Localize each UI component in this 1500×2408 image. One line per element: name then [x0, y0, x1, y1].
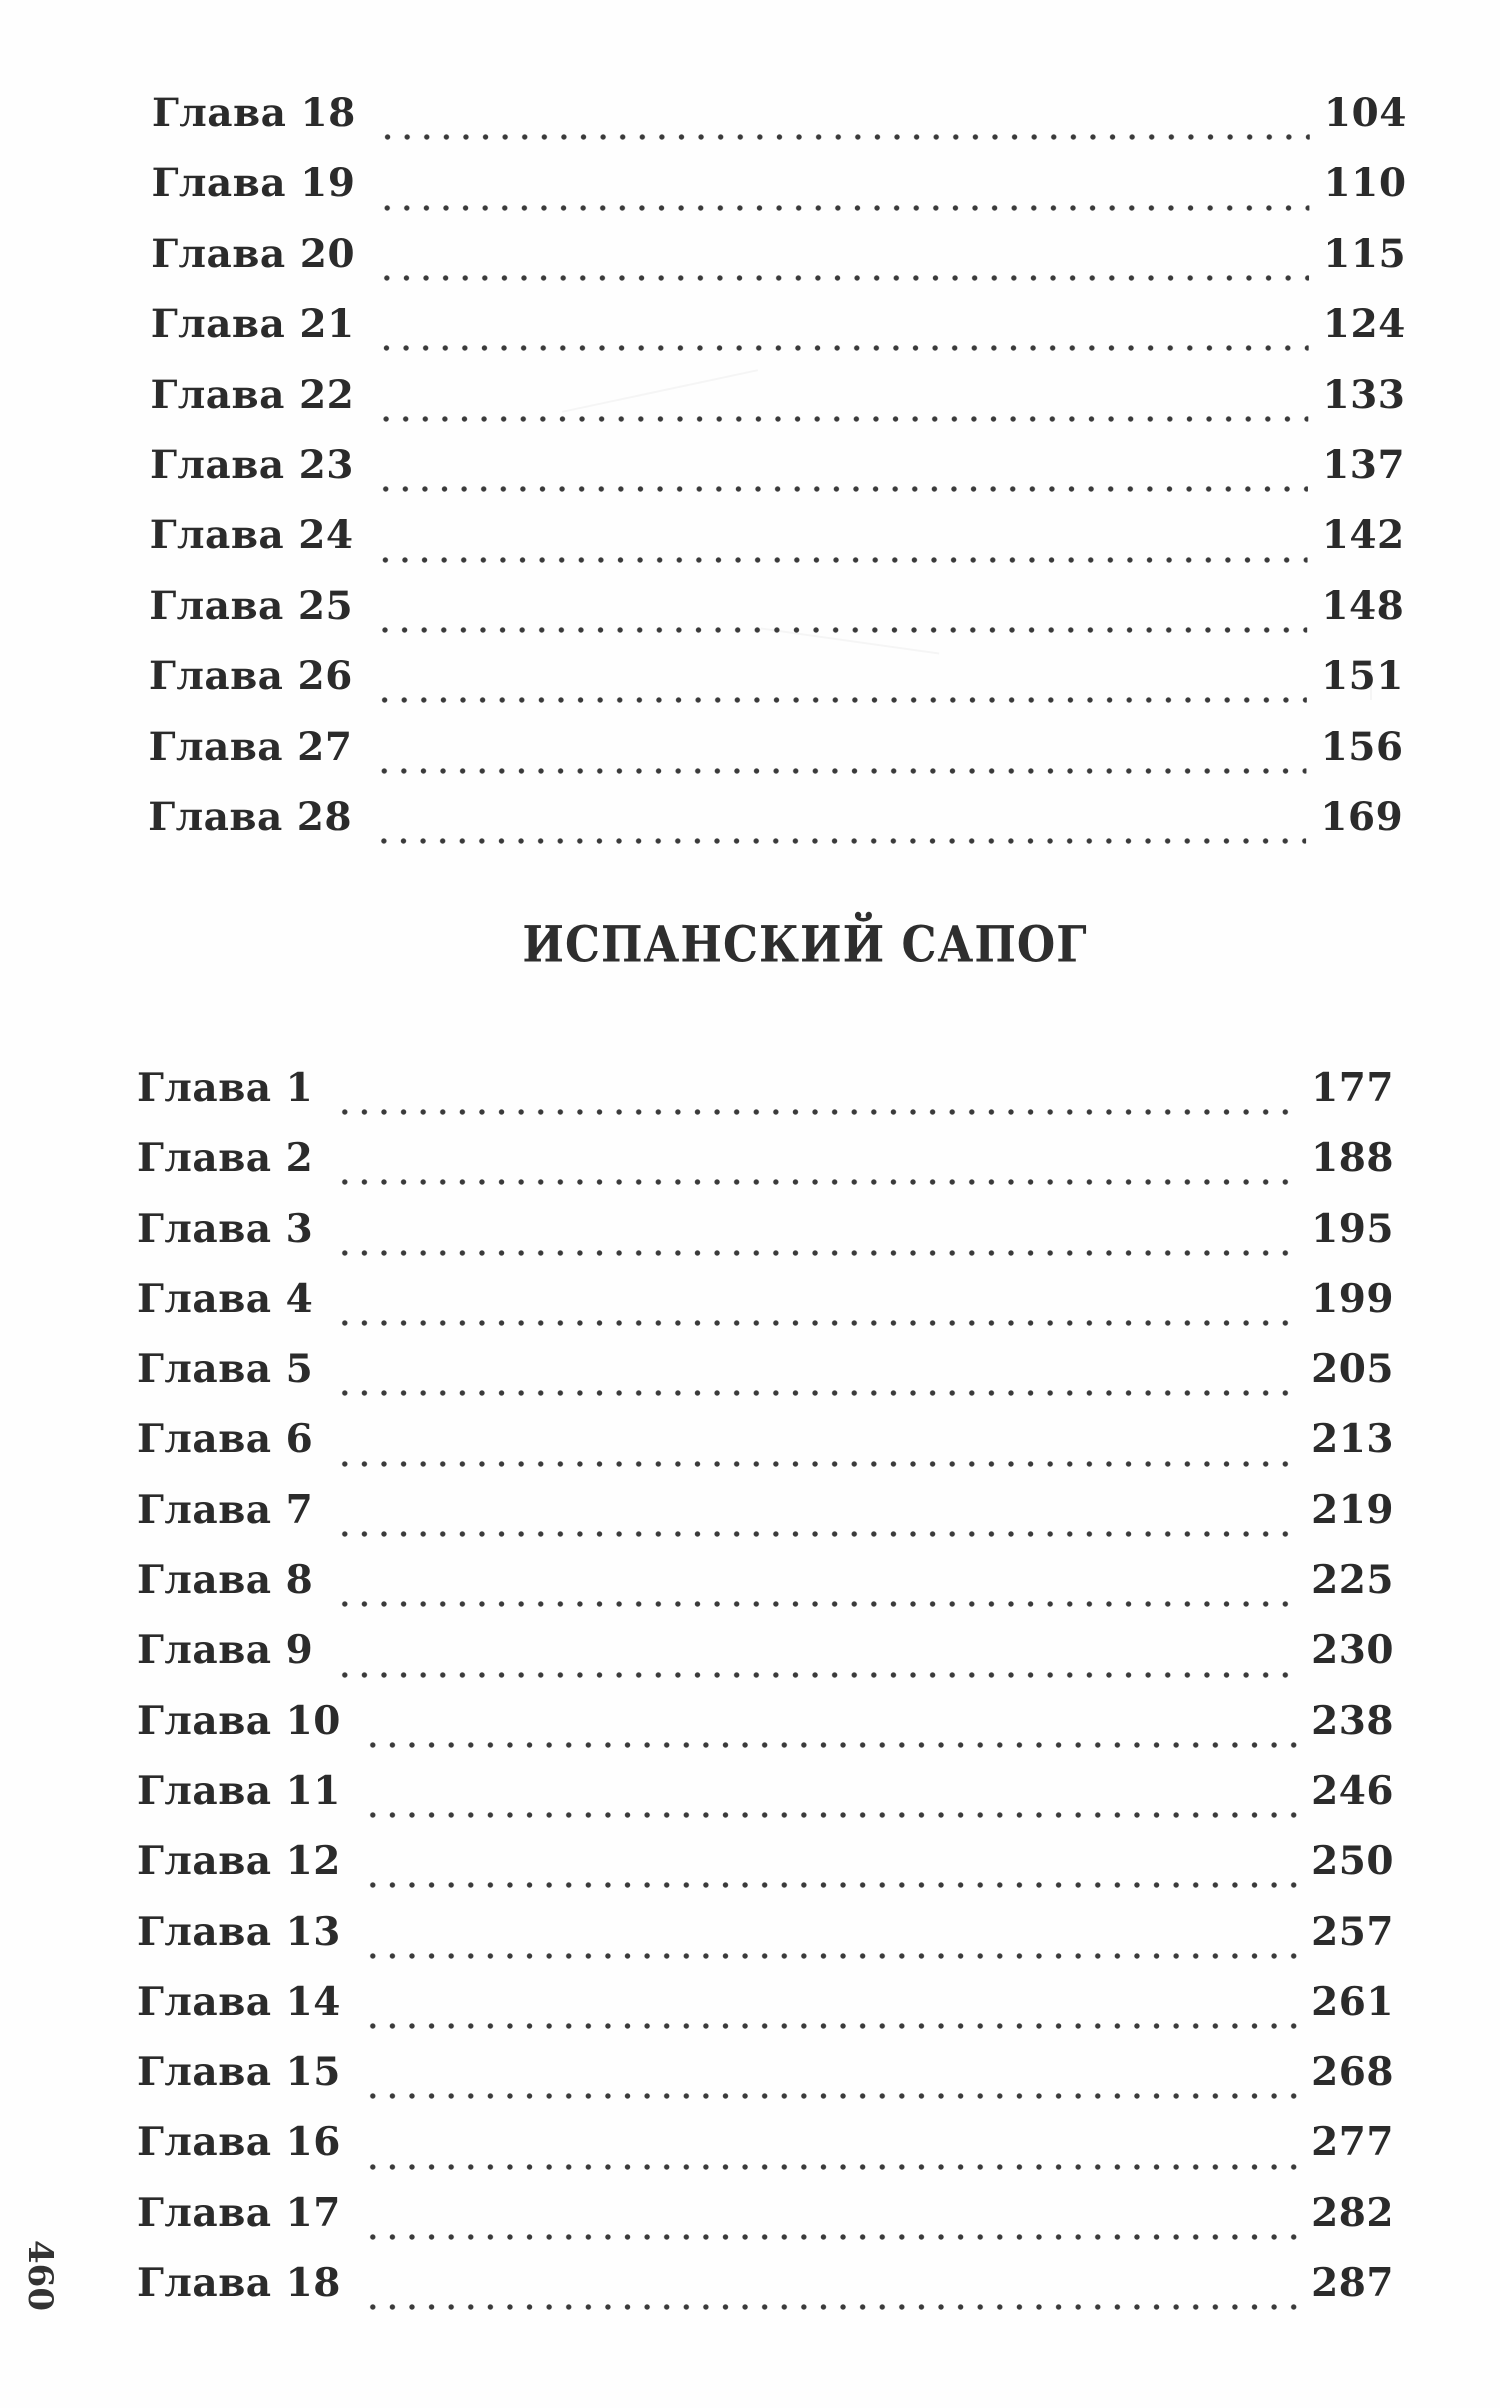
- toc-entry-page: 205: [1311, 1346, 1394, 1393]
- toc-entry-label: Глава 21: [150, 301, 355, 348]
- toc-entry: [137, 1135, 1394, 1205]
- toc-entry: [152, 90, 1407, 160]
- toc-entry-label: Глава 22: [150, 371, 355, 418]
- toc-entry-label: Глава 13: [137, 1908, 341, 1955]
- toc-entry: [137, 1487, 1394, 1557]
- toc-entry-label: Глава 26: [148, 653, 354, 700]
- toc-dot-leader: [335, 1389, 1297, 1397]
- toc-entry-page: 250: [1311, 1838, 1394, 1885]
- toc-entry: [137, 1979, 1394, 2049]
- toc-entry: [137, 1768, 1394, 1838]
- toc-dot-leader: [363, 1952, 1297, 1960]
- toc-entry: [137, 1909, 1394, 1979]
- toc-entry-label: Глава 25: [149, 582, 354, 629]
- toc-dot-leader: [377, 274, 1309, 282]
- toc-entry-page: 133: [1322, 371, 1406, 418]
- toc-entry-label: Глава 11: [137, 1767, 341, 1814]
- toc-entry: [137, 2190, 1394, 2260]
- toc-dot-leader: [363, 2233, 1297, 2241]
- toc-entry-label: Глава 28: [148, 793, 353, 840]
- toc-entry: [137, 1276, 1394, 1346]
- toc-entry-label: Глава 12: [137, 1838, 341, 1885]
- toc-entry-label: Глава 17: [137, 2189, 341, 2236]
- toc-entry-page: 151: [1320, 653, 1405, 700]
- toc-entry: [137, 2260, 1394, 2330]
- toc-entry: [151, 160, 1406, 230]
- toc-dot-leader: [363, 2022, 1297, 2030]
- toc-entry: [137, 1206, 1394, 1276]
- section-title: ИСПАНСКИЙ САПОГ: [522, 916, 1088, 975]
- toc-entry-label: Глава 20: [151, 230, 356, 277]
- toc-entry-page: 124: [1322, 301, 1406, 348]
- toc-dot-leader: [363, 1741, 1297, 1749]
- toc-dot-leader: [363, 2092, 1297, 2100]
- toc-dot-leader: [363, 2163, 1297, 2171]
- toc-dot-leader: [375, 626, 1307, 634]
- toc-dot-leader: [377, 204, 1309, 212]
- toc-entry-page: 219: [1311, 1486, 1394, 1533]
- toc-entry-page: 115: [1323, 230, 1407, 277]
- toc-entry: [150, 442, 1405, 512]
- toc-entry-label: Глава 27: [148, 723, 353, 770]
- toc-entry-page: 246: [1311, 1767, 1394, 1814]
- toc-entry-page: 277: [1311, 2119, 1394, 2166]
- toc-entry-label: Глава 18: [137, 2260, 341, 2307]
- toc-entry-page: 188: [1311, 1135, 1394, 1182]
- toc-entry: [150, 372, 1405, 442]
- toc-entry-page: 282: [1311, 2189, 1394, 2236]
- toc-entry: [149, 653, 1404, 723]
- toc-entry: [137, 1838, 1394, 1908]
- toc-list-part2: [137, 1065, 1394, 2330]
- toc-entry: [148, 724, 1403, 794]
- toc-entry-label: Глава 15: [137, 2049, 341, 2096]
- toc-dot-leader: [376, 485, 1308, 493]
- toc-dot-leader: [335, 1460, 1297, 1468]
- toc-entry-label: Глава 2: [137, 1135, 314, 1182]
- toc-entry-label: Глава 1: [137, 1065, 314, 1111]
- toc-dot-leader: [335, 1249, 1297, 1257]
- toc-dot-leader: [378, 133, 1310, 141]
- toc-entry-page: 287: [1311, 2260, 1394, 2307]
- toc-entry-page: 199: [1311, 1275, 1394, 1322]
- toc-dot-leader: [335, 1319, 1297, 1327]
- toc-dot-leader: [375, 696, 1307, 704]
- toc-entry: [137, 1627, 1394, 1697]
- toc-list-part1: [148, 90, 1407, 864]
- toc-entry: [137, 2119, 1394, 2189]
- toc-entry-page: 104: [1323, 90, 1408, 136]
- toc-dot-leader: [335, 1108, 1297, 1116]
- toc-entry-label: Глава 16: [137, 2119, 341, 2166]
- toc-dot-leader: [377, 344, 1309, 352]
- toc-entry-page: 257: [1311, 1908, 1394, 1955]
- toc-dot-leader: [335, 1600, 1297, 1608]
- toc-entry-page: 230: [1311, 1627, 1394, 1674]
- toc-entry-label: Глава 10: [137, 1697, 341, 1744]
- toc-entry: [148, 794, 1403, 864]
- toc-dot-leader: [374, 767, 1306, 775]
- toc-entry-page: 225: [1311, 1557, 1394, 1604]
- toc-entry-page: 195: [1311, 1205, 1394, 1252]
- toc-entry-page: 169: [1320, 793, 1404, 840]
- toc-entry-label: Глава 19: [151, 160, 356, 207]
- toc-entry-label: Глава 9: [137, 1627, 314, 1674]
- toc-entry-page: 110: [1323, 160, 1407, 207]
- toc-entry-page: 213: [1311, 1416, 1394, 1463]
- toc-entry-page: 148: [1321, 582, 1405, 629]
- toc-dot-leader: [376, 415, 1308, 423]
- toc-dot-leader: [335, 1530, 1297, 1538]
- toc-entry-label: Глава 8: [137, 1557, 314, 1604]
- toc-entry-page: 156: [1320, 723, 1404, 770]
- toc-entry-label: Глава 5: [137, 1346, 314, 1393]
- toc-entry: [137, 1557, 1394, 1627]
- toc-entry-label: Глава 18: [151, 90, 356, 136]
- toc-entry: [137, 1698, 1394, 1768]
- toc-entry-label: Глава 6: [137, 1416, 314, 1463]
- toc-entry-label: Глава 14: [137, 1978, 341, 2025]
- toc-entry: [137, 2049, 1394, 2119]
- toc-entry-label: Глава 4: [137, 1275, 314, 1322]
- toc-dot-leader: [363, 2303, 1297, 2311]
- toc-entry-page: 137: [1322, 441, 1406, 488]
- toc-entry: [149, 512, 1404, 582]
- toc-entry-label: Глава 3: [137, 1205, 314, 1252]
- toc-entry-label: Глава 24: [149, 512, 354, 559]
- toc-dot-leader: [374, 837, 1306, 845]
- toc-entry-label: Глава 23: [149, 441, 355, 488]
- toc-entry: [151, 301, 1406, 371]
- toc-entry-page: 142: [1321, 512, 1405, 559]
- toc-dot-leader: [335, 1671, 1297, 1679]
- toc-entry-page: 268: [1311, 2049, 1394, 2096]
- toc-entry: [137, 1065, 1394, 1135]
- toc-entry-page: 261: [1311, 1978, 1394, 2025]
- toc-entry-page: 238: [1311, 1697, 1394, 1744]
- toc-entry-page: 177: [1311, 1065, 1394, 1111]
- toc-dot-leader: [363, 1811, 1297, 1819]
- toc-dot-leader: [363, 1881, 1297, 1889]
- page-number: 460: [20, 2240, 60, 2311]
- toc-entry-label: Глава 7: [137, 1486, 314, 1533]
- toc-dot-leader: [375, 556, 1307, 564]
- toc-entry: [151, 231, 1406, 301]
- toc-entry: [137, 1346, 1394, 1416]
- toc-entry: [137, 1416, 1394, 1486]
- toc-dot-leader: [335, 1178, 1297, 1186]
- toc-entry: [149, 583, 1404, 653]
